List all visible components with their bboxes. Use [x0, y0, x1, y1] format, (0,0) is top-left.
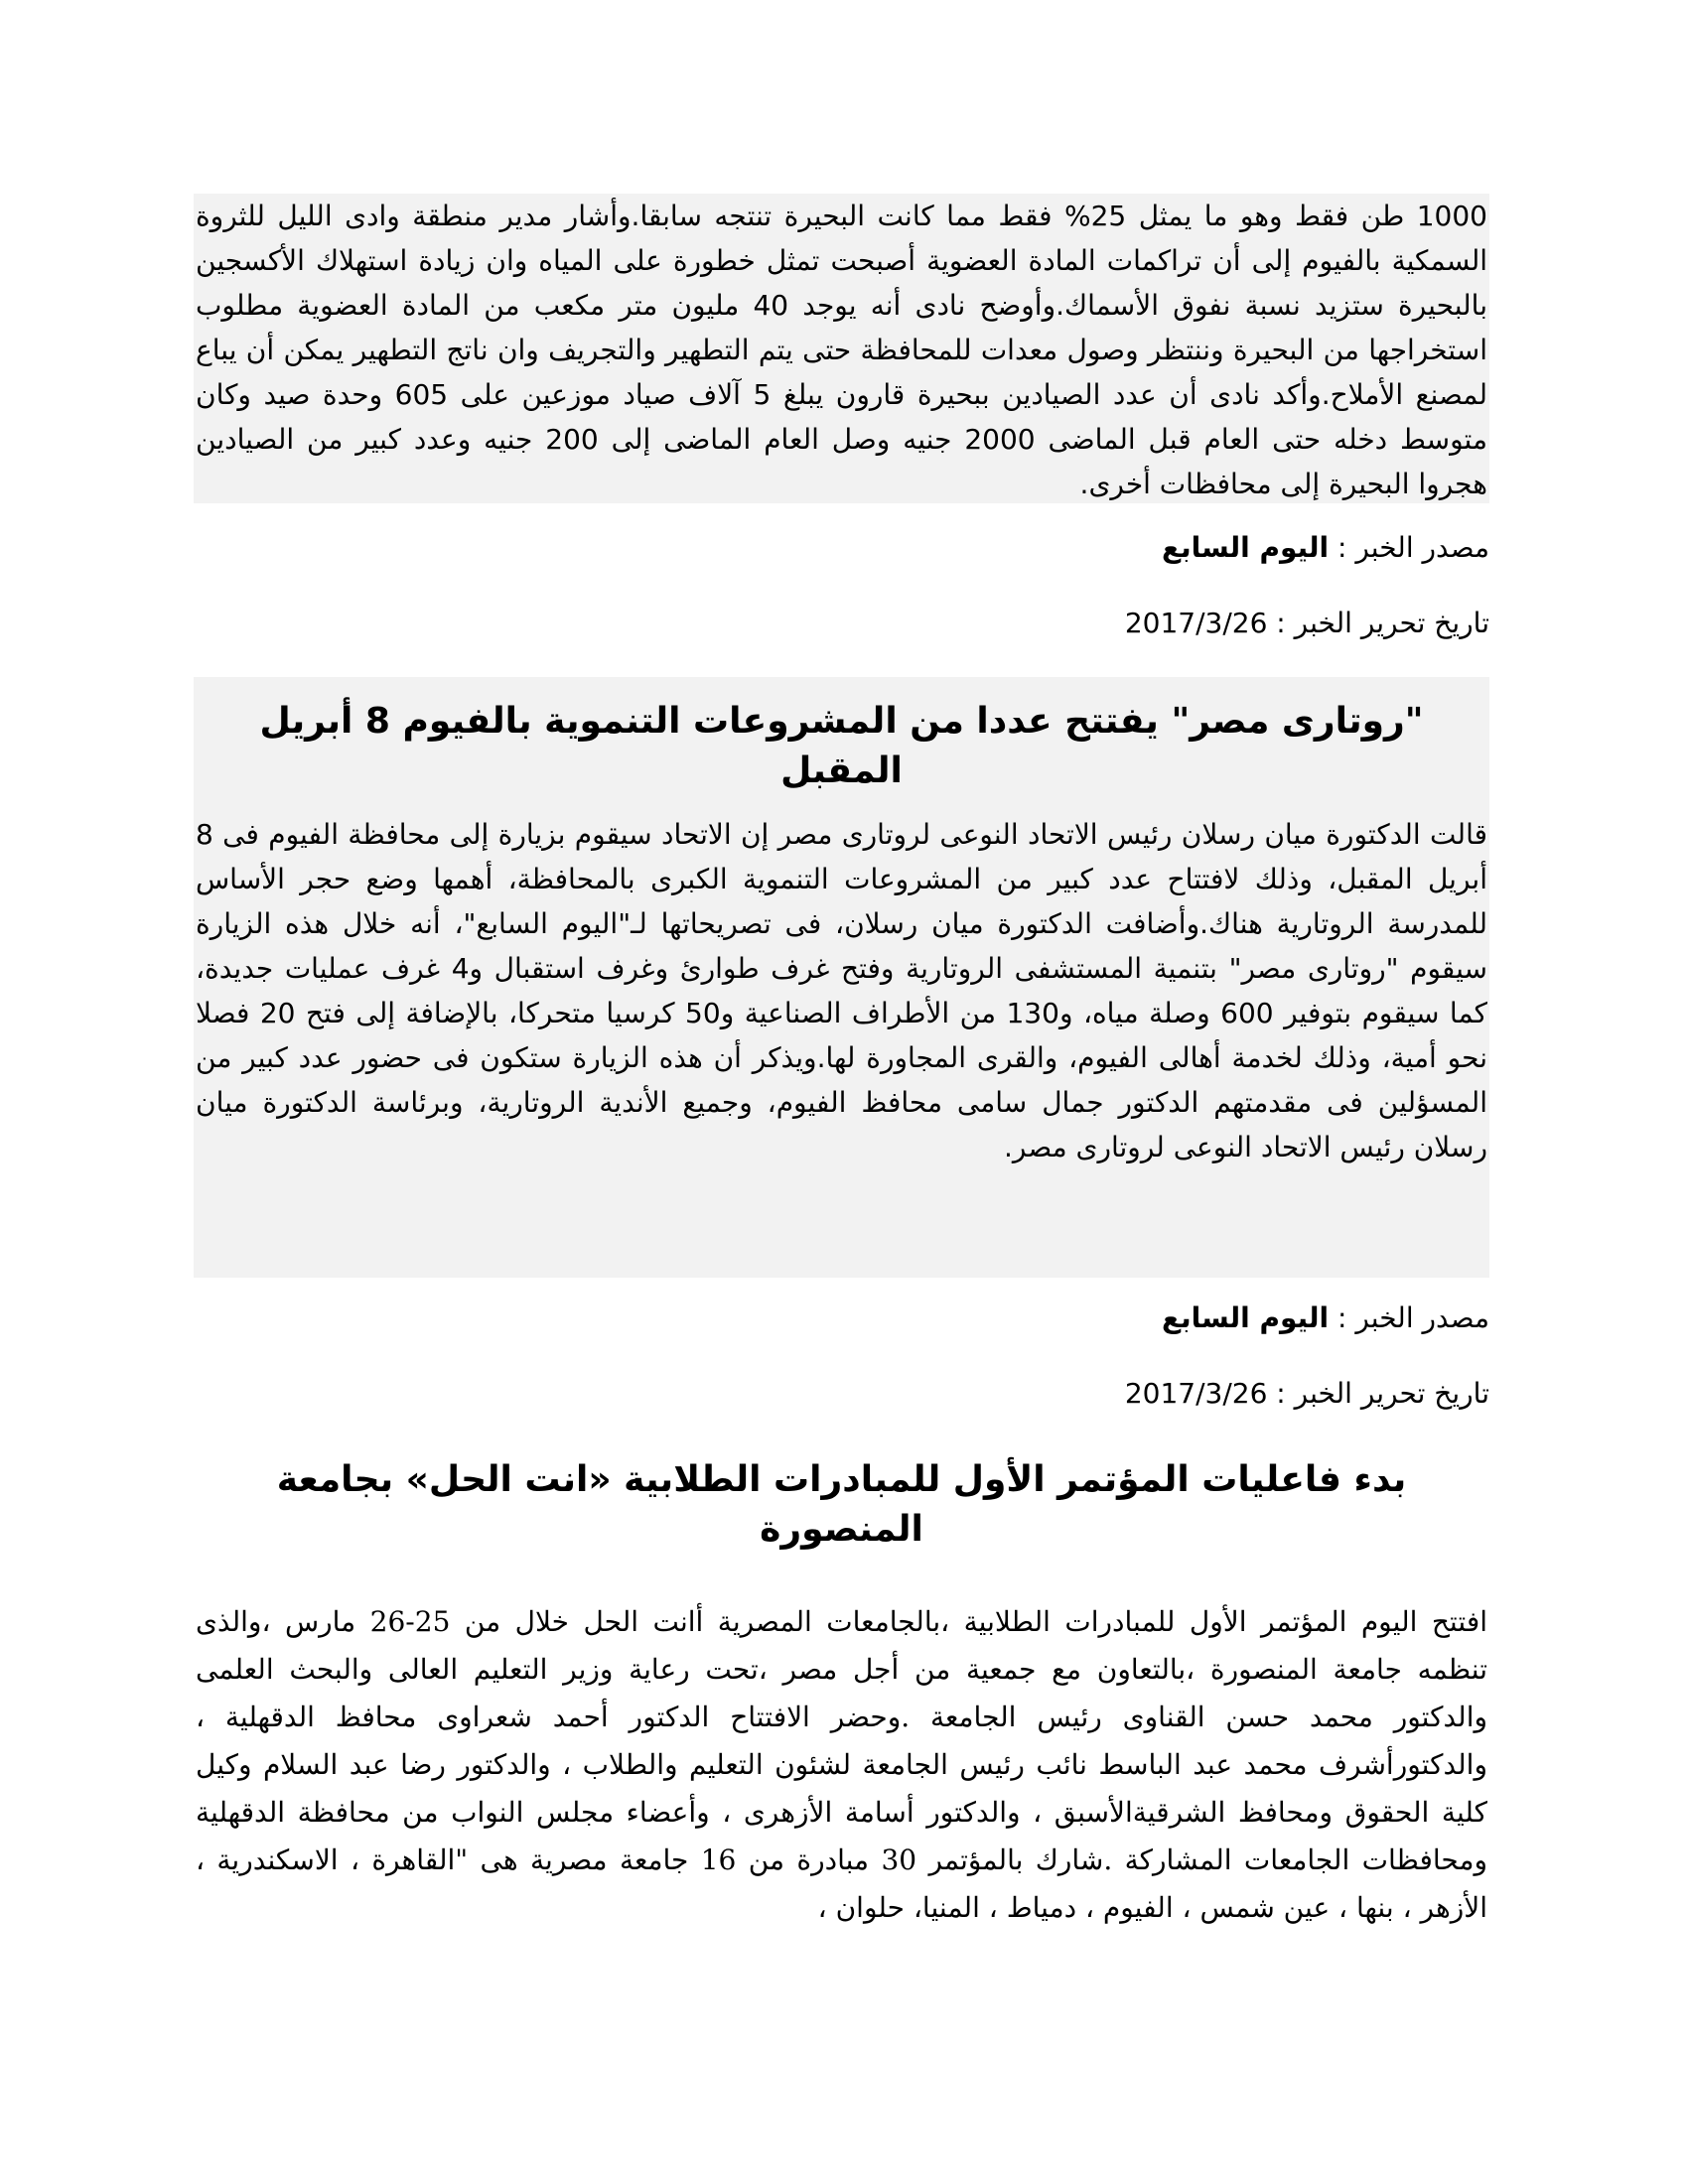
article3-body	[194, 1598, 1489, 1932]
article2-date	[194, 1374, 1489, 1414]
article2-body	[194, 812, 1489, 1169]
article1-paragraph: 1000 طن فقط وهو ما يمثل 25% فقط مما كانت البحيرة تنتجه سابقا.وأشار مدير منطقة وادى الليل للثروة السمكية بالفيوم إلى أن تراكمات المادة العضوية أصبحت تمثل خطورة على المياه وان زيادة استهلاك الأكسجين بالبحيرة ستزيد نسبة نفوق الأسماك.وأوضح نادى أنه يوجد 40 مليون متر مكعب من المادة العضوية مطلوب استخراجها من البحيرة وننتظر وصول معدات للمحافظة حتى يتم التطهير والتجريف وان ناتج التطهير يمكن أن يباع لمصنع الأملاح.وأكد نادى أن عدد الصيادين ببحيرة قارون يبلغ 5 آلاف صياد موزعين على 605 وحدة صيد وكان متوسط دخله حتى العام قبل الماضى 2000 جنيه وصل العام الماضى إلى 200 جنيه وعدد كبير من الصيادين هجروا البحيرة إلى محافظات أخرى.	[196, 200, 1488, 500]
article3-headline: بدء فاعليات المؤتمر الأول للمبادرات الطلابية «انت الحل» بجامعة المنصورة	[276, 1459, 1407, 1550]
source-value: اليوم السابع	[1161, 531, 1330, 564]
source-value: اليوم السابع	[1161, 1301, 1330, 1334]
article2-paragraph: قالت الدكتورة ميان رسلان رئيس الاتحاد النوعى لروتارى مصر إن الاتحاد سيقوم بزيارة إلى محافظة الفيوم فى 8 أبريل المقبل، وذلك لافتتاح عدد كبير من المشروعات التنموية الكبرى بالمحافظة، أهمها وضع حجر الأساس للمدرسة الروتارية هناك.وأضافت الدكتورة ميان رسلان، فى تصريحاتها لـ"اليوم السابع"، أنه خلال هذه الزيارة سيقوم "روتارى مصر" بتنمية المستشفى الروتارية وفتح غرف طوارئ وغرف استقبال و4 غرف عمليات جديدة، كما سيقوم بتوفير 600 وصلة مياه، و130 من الأطراف الصناعية و50 كرسيا متحركا، بالإضافة إلى فتح 20 فصلا نحو أمية، وذلك لخدمة أهالى الفيوم، والقرى المجاورة لها.ويذكر أن هذه الزيارة ستكون فى حضور عدد كبير من المسؤلين فى مقدمتهم الدكتور جمال سامى محافظ الفيوم، وجميع الأندية الروتارية، وبرئاسة الدكتورة ميان رسلان رئيس الاتحاد النوعى لروتارى مصر.	[196, 818, 1487, 1163]
source-label: مصدر الخبر :	[1336, 1301, 1489, 1334]
source-label: مصدر الخبر :	[1336, 531, 1489, 564]
date-label: تاريخ تحرير الخبر :	[1276, 1377, 1489, 1410]
date-value: 2017/3/26	[1124, 607, 1268, 639]
article3-paragraph: افتتح اليوم المؤتمر الأول للمبادرات الطلابية ،بالجامعات المصرية أانت الحل خلال من 25-26 مارس ،والذى تنظمه جامعة المنصورة ،بالتعاون مع جمعية من أجل مصر ،تحت رعاية وزير التعليم العالى والبحث العلمى والدكتور محمد حسن القناوى رئيس الجامعة .وحضر الافتتاح الدكتور أحمد شعراوى محافظ الدقهلية ، والدكتورأشرف محمد عبد الباسط نائب رئيس الجامعة لشئون التعليم والطلاب ، والدكتور رضا عبد السلام وكيل كلية الحقوق ومحافظ الشرقيةالأسبق ، والدكتور أسامة الأزهرى ، وأعضاء مجلس النواب من محافظة الدقهلية ومحافظات الجامعات المشاركة .شارك بالمؤتمر 30 مبادرة من 16 جامعة مصرية هى "القاهرة ، الاسكندرية ، الأزهر ، بنها ، عين شمس ، الفيوم ، دمياط ، المنيا، حلوان ،	[196, 1605, 1487, 1924]
article1-date	[194, 604, 1489, 643]
article2-source	[194, 1298, 1489, 1338]
date-value: 2017/3/26	[1124, 1377, 1268, 1410]
date-label: تاريخ تحرير الخبر :	[1276, 607, 1489, 639]
article2-headline: "روتارى مصر" يفتتح عددا من المشروعات التنموية بالفيوم 8 أبريل المقبل	[259, 701, 1424, 791]
article1-body	[194, 194, 1489, 503]
article1-source	[194, 528, 1489, 568]
